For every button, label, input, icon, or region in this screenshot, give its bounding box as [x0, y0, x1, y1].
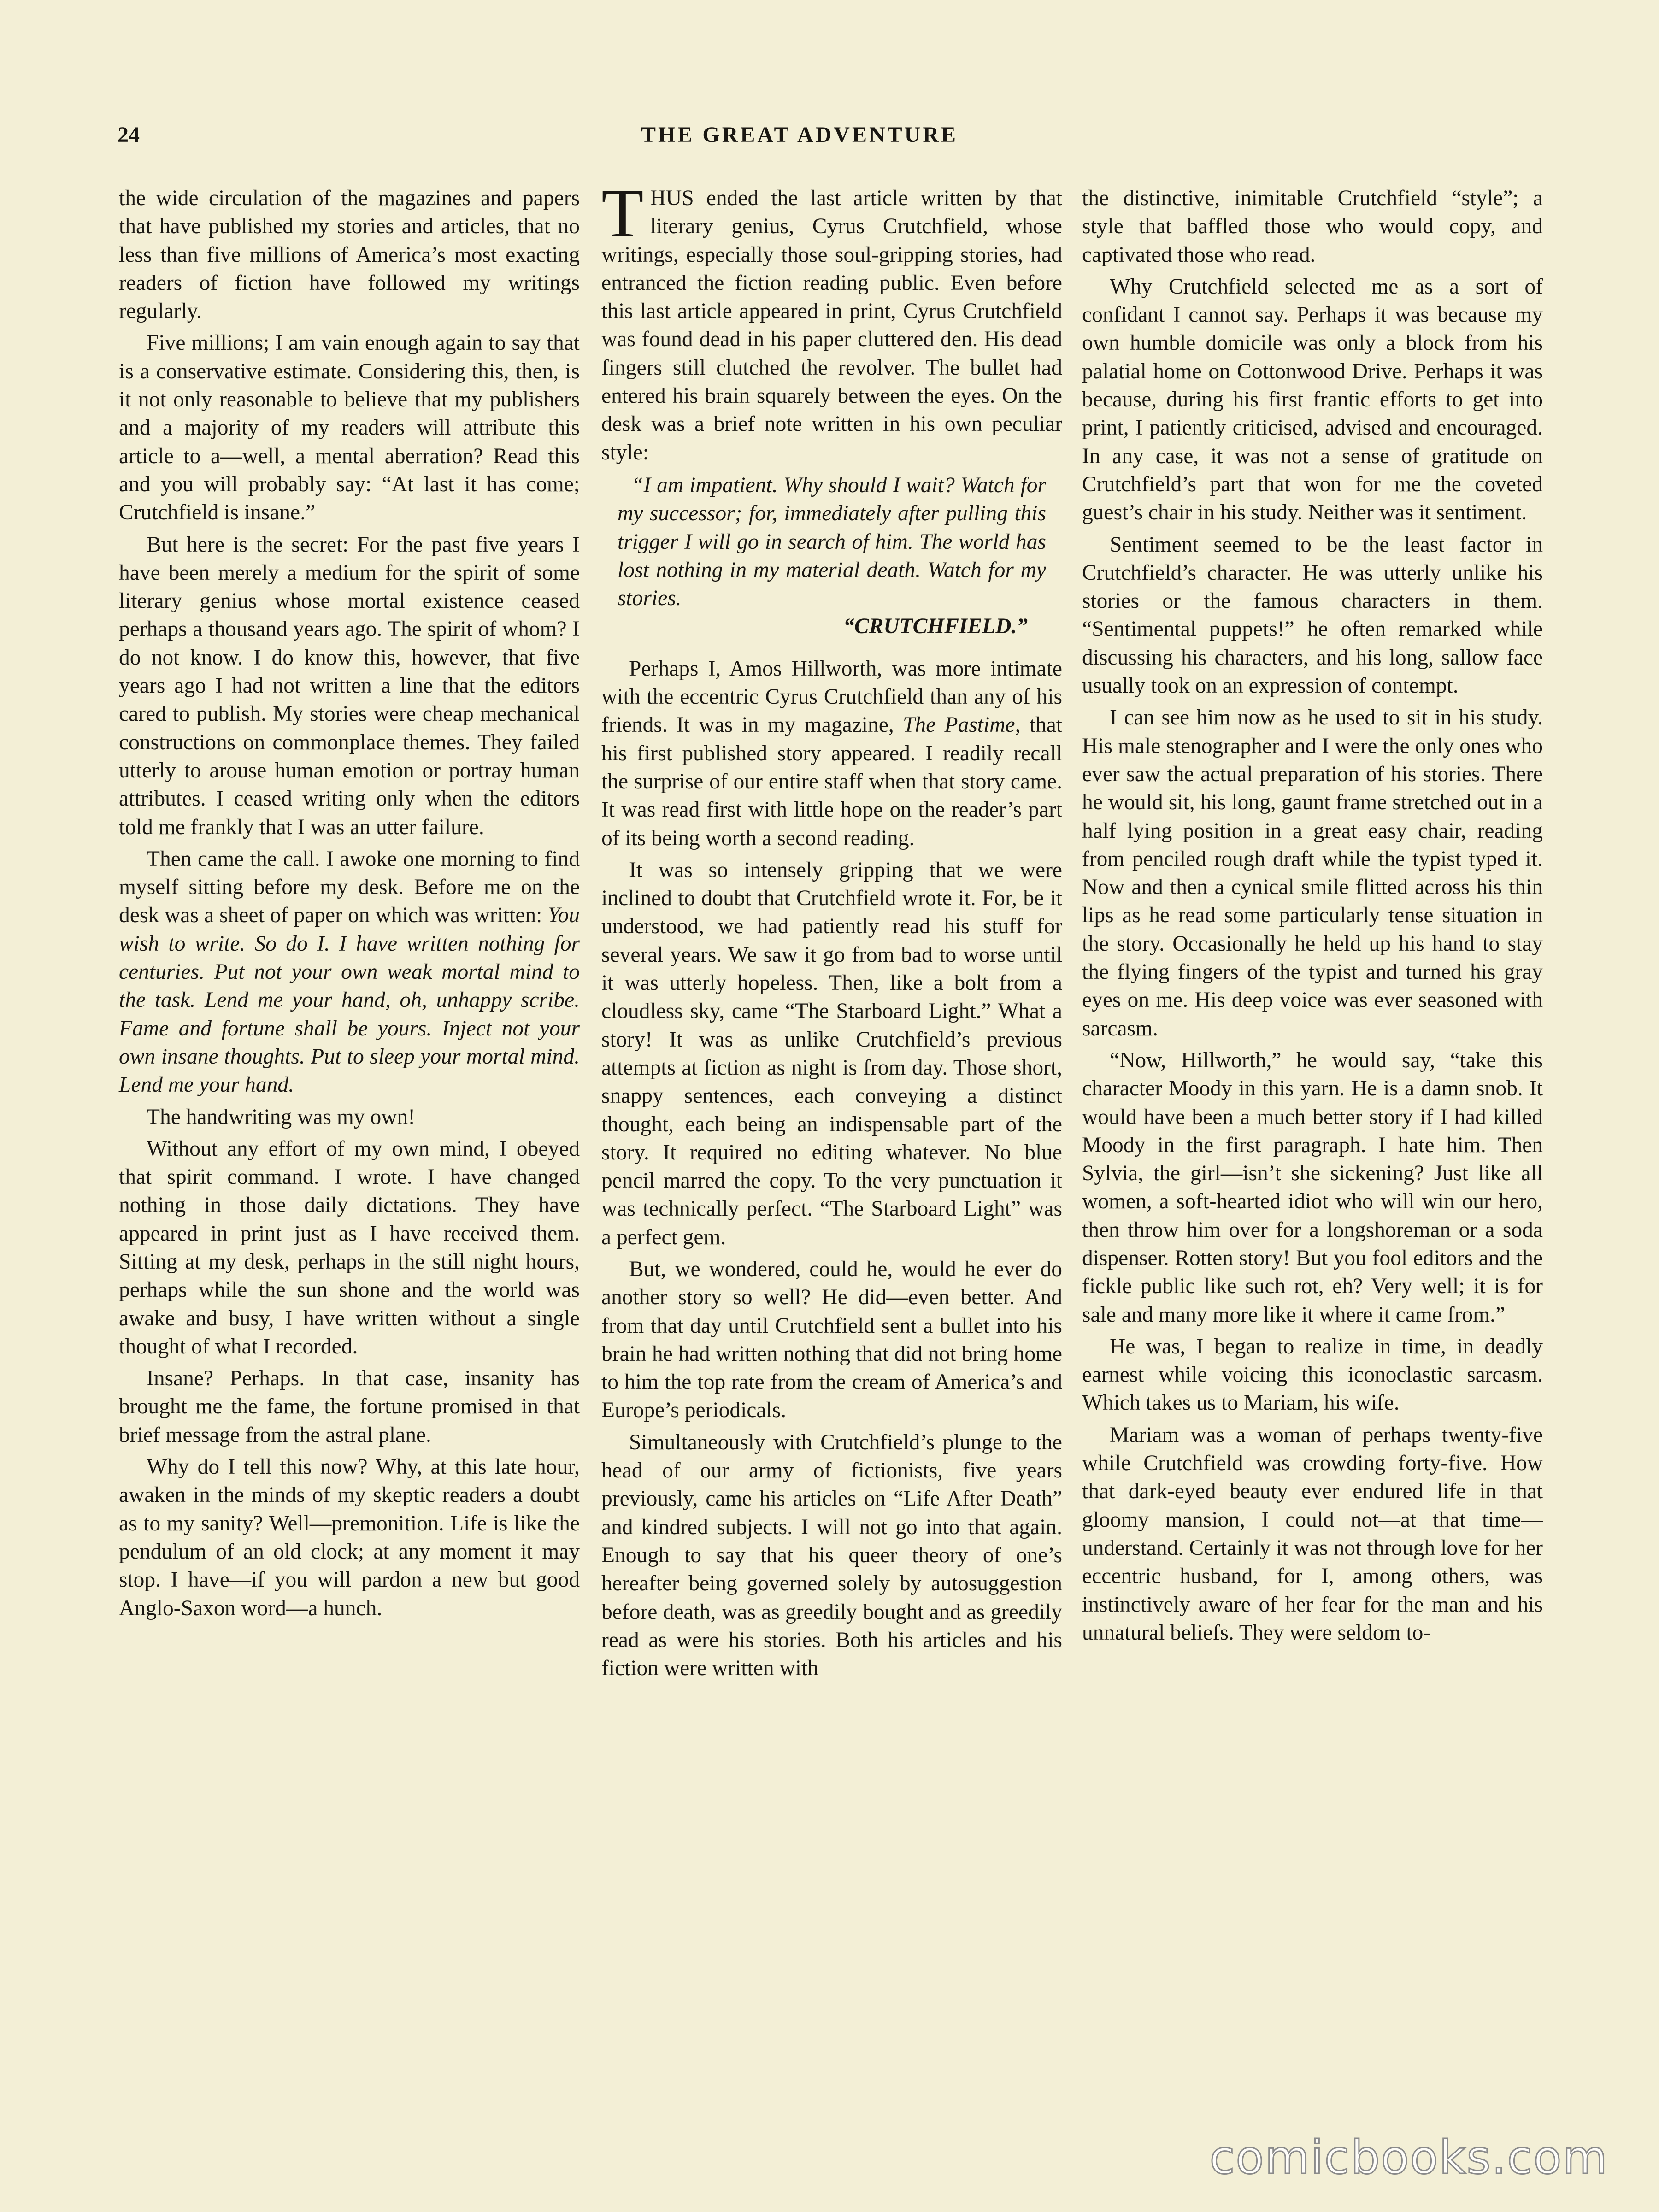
- paragraph: Without any effort of my own mind, I obeyed that spirit command. I wrote. I have changed nothing in those daily dictations. They have appeared in print just as I have received them. Sitting at my desk, perhaps in the still night hours, perhaps while the sun shone and the world was awake and busy, I have written without a single thought of what I recorded.: [119, 1136, 580, 1359]
- note-text: “I am impatient. Why should I wait? Watch for my successor; for, immediately after pulling this trigger I will go in search of him. The world has lost nothing in my material death. Watch for my stories.: [618, 473, 1046, 611]
- paragraph: the wide circulation of the magazines and papers that have published my stories and articles, that no less than five millions of America’s most exacting readers of fiction have followed my writings regularly.: [119, 186, 580, 324]
- paragraph: Why Crutchfield selected me as a sort of confidant I cannot say. Perhaps it was because my own humble domicile was only a block from his palatial home on Cottonwood Drive. Perhaps it was because, during his first frantic efforts to get into print, I patiently criticised, advised and encouraged. In any case, it was not a sense of gratitude on Crutchfield’s part that won for me the coveted guest’s chair in his study. Neither was it sentiment.: [1082, 274, 1543, 525]
- page-header: [118, 122, 1482, 159]
- paragraph: Five millions; I am vain enough again to say that is a conservative estimate. Considering this, then, is it not only reasonable to believe that my publishers and a majority of my readers will attribute this article to a—well, a mental aberration? Read this and you will probably say: “At last it has come; Crutchfield is insane.”: [119, 331, 580, 525]
- paragraph: It was so intensely gripping that we were inclined to doubt that Crutchfield wrote it. For, be it understood, we had patiently read his stuff for several years. We saw it go from bad to worse until it was utterly hopeless. Then, like a bolt from a cloudless sky, came “The Starboard Light.” What a story! It was as unlike Crutchfield’s previous attempts at fiction as night is from day. Those short, snappy sentences, each conveying a distinct thought, each being an indispensable part of the story. It required no editing whatever. No blue pencil marred the copy. To the very punctuation it was technically perfect. “The Starboard Light” was a perfect gem.: [601, 858, 1062, 1249]
- note-signature: “CRUTCHFIELD.”: [843, 614, 1028, 639]
- paragraph: Simultaneously with Crutchfield’s plunge to the head of our army of fictionists, five years previously, came his articles on “Life After Death” and kindred subjects. I will not go into that again. Enough to say that his queer theory of one’s hereafter being governed solely by autosuggestion before death, was as greedily bought and as greedily read as were his stories. Both his articles and his fiction were written with: [601, 1430, 1062, 1681]
- paragraph: Why do I tell this now? Why, at this late hour, awaken in the minds of my skeptic readers a doubt as to my sanity? Well—premonition. Life is like the pendulum of an old clock; at any moment it may stop. I have—if you will pardon a new but good Anglo-Saxon word—a hunch.: [119, 1455, 580, 1620]
- paragraph: The handwriting was my own!: [147, 1105, 416, 1129]
- spirit-message: You wish to write. So do I. I have written nothing for centuries. Put not your own weak mortal mind to the task. Lend me your hand, oh, unhappy scribe. Fame and fortune shall be yours. Inject not your own insane thoughts. Put to sleep your mortal mind. Lend me your hand.: [119, 903, 580, 1097]
- paragraph: Mariam was a woman of perhaps twenty-five while Crutchfield was crowding forty-five. How that dark-eyed beauty ever endured life in that gloomy mansion, I could not—at that time—understand. Certainly it was not through love for her eccentric husband, for I, among others, was instinctively aware of her fear for the man and his unnatural beliefs. They were seldom to-: [1082, 1423, 1543, 1645]
- suicide-note: [601, 471, 1062, 641]
- paragraph-text: Then came the call. I awoke one morning to find myself sitting before my desk. Before me on the desk was a sheet of paper on which was written:: [119, 847, 580, 928]
- paragraph: I can see him now as he used to sit in his study. His male stenographer and I were the only ones who ever saw the actual preparation of his stories. There he would sit, his long, gaunt frame stretched out in a half lying position in a great easy chair, reading from penciled rough draft while the typist typed it. Now and then a cynical smile flitted across his thin lips as he read some particularly tense situation in the story. Occasionally he held up his hand to stay the flying fingers of the typist and turned his gray eyes on me. His deep voice was ever seasoned with sarcasm.: [1082, 706, 1543, 1041]
- paragraph-text: HUS ended the last article written by that literary genius, Cyrus Crutchfield, whose writings, especially those soul-gripping stories, had entranced the fiction reading public. Even before this last article appeared in print, Cyrus Crutchfield was found dead in his paper cluttered den. His dead fingers still clutched the revolver. The bullet had entered his brain squarely between the eyes. On the desk was a brief note written in his own peculiar style:: [601, 186, 1062, 465]
- page-number: 24: [118, 123, 140, 147]
- magazine-name: The Pastime,: [903, 713, 1021, 737]
- running-title: THE GREAT ADVENTURE: [641, 123, 958, 147]
- paragraph: the distinctive, inimitable Crutchfield “style”; a style that baffled those who would copy, and captivated those who read.: [1082, 186, 1543, 267]
- paragraph: He was, I began to realize in time, in deadly earnest while voicing this iconoclastic sarcasm. Which takes us to Mariam, his wife.: [1082, 1334, 1543, 1415]
- paragraph: But here is the secret: For the past five years I have been merely a medium for the spirit of some literary genius whose mortal existence ceased perhaps a thousand years ago. The spirit of whom? I do not know. I do know this, however, that five years ago I had not written a line that the editors cared to publish. My stories were cheap mechanical constructions on commonplace themes. They failed utterly to arouse human emotion or portray human attributes. I ceased writing only when the editors told me frankly that I was an utter failure.: [119, 532, 580, 839]
- paragraph: [119, 845, 580, 1100]
- paragraph-text: that his first published story appeared. I readily recall the surprise of our entire staff when that story came. It was read first with little hope on the reader’s part of its being worth a second reading.: [601, 713, 1063, 850]
- paragraph: [601, 655, 1062, 853]
- opening-paragraph: [601, 175, 1062, 467]
- site-watermark: comicbooks.com: [1209, 2130, 1608, 2184]
- drop-cap: T: [601, 175, 644, 252]
- column-3: [1082, 184, 1543, 1651]
- column-1: [119, 184, 580, 1626]
- column-2: [601, 175, 1063, 1686]
- paragraph: Insane? Perhaps. In that case, insanity has brought me the fame, the fortune promised in that brief message from the astral plane.: [119, 1366, 580, 1447]
- paragraph-text: Perhaps I, Amos Hillworth, was more intimate with the eccentric Cyrus Crutchfield than any of his friends. It was in my magazine,: [601, 656, 1062, 737]
- paragraph: “Now, Hillworth,” he would say, “take this character Moody in this yarn. He is a damn snob. It would have been a much better story if I had killed Moody in the first paragraph. I hate him. Then Sylvia, the girl—isn’t she sickening? Just like all women, a soft-hearted idiot who will win our hero, then throw him over for a longshoreman or a soda dispenser. Rotten story! But you fool editors and the fickle public like such rot, eh? Very well; it is for sale and many more like it where it came from.”: [1082, 1048, 1543, 1327]
- paragraph: But, we wondered, could he, would he ever do another story so well? He did—even better. And from that day until Crutchfield sent a bullet into his brain he had written nothing that did not bring home to him the top rate from the cream of America’s and Europe’s periodicals.: [601, 1257, 1062, 1423]
- paragraph: Sentiment seemed to be the least factor in Crutchfield’s character. He was utterly unlike his stories or the famous characters in them. “Sentimental puppets!” he often remarked while discussing his characters, and his long, sallow face usually took on an expression of contempt.: [1082, 532, 1543, 698]
